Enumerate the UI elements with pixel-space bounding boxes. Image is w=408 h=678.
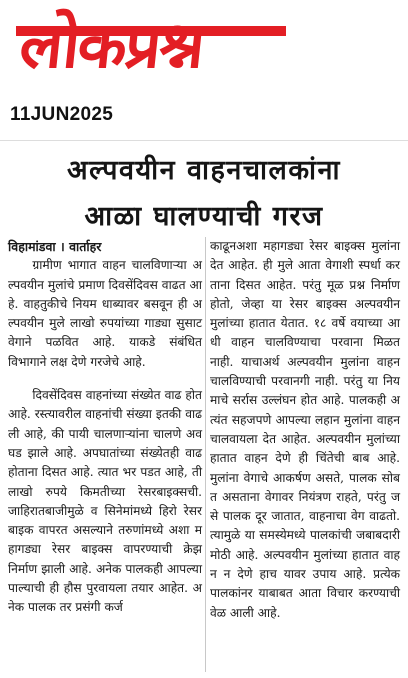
headline-line-1: अल्पवयीन वाहनचालकांना xyxy=(66,155,342,186)
newspaper-logo xyxy=(6,0,286,96)
column-divider xyxy=(205,237,206,672)
article-paragraph: दिवसेंदिवस वाहनांच्या संख्येत वाढ होत आहे. रस्त्यावरील वाहनांची संख्या इतकी वाढली आहे, की पायी चालणाऱ्यांना चालणे अवघड झाले आहे. अपघातांच्या संख्येतही वाढ होताना दिसत आहे. त्यात भर पडत आहे, ती लाखो रुपये किमतीच्या रेसरबाइक्सची. जाहिरातबाजीमुळे व सिनेमांमध्ये हिरो रेसर बाइक वापरत असल्याने तरुणांमध्ये अशा महागड्या रेसर बाइक्स वापरण्याची क्रेझ निर्माण झाली आहे. अनेक पालकही आपल्या पाल्याची ही हौस पुरवायला तयार आहेत. अनेक पालक तर प्रसंगी कर्ज xyxy=(8,388,202,615)
masthead-rule xyxy=(0,140,408,141)
article-column-right xyxy=(210,237,400,678)
logo-text: लोकप्रश्न xyxy=(16,9,207,83)
article-column-left xyxy=(8,237,202,678)
masthead xyxy=(0,0,408,140)
article-paragraph: काढूनअशा महागड्या रेसर बाइक्स मुलांना देत आहेत. ही मुले आता वेगाशी स्पर्धा करताना दिसत आहेत. परंतु मूळ प्रश्न निर्माण होतो, जेव्हा या रेसर बाइक्स अल्पवयीन मुलांच्या हातात येतात. १८ वर्षे वयाच्या आधी वाहन चालविण्याचा परवाना मिळत नाही. याचाअर्थ अल्पवयीन मुलांना वाहन चालविण्याची परवानगी नाही. परंतु या नियमाचे सर्रास उल्लंघन होत आहे. पालकही अत्यंत सहजपणे आपल्या लहान मुलांना वाहन चालवायला देत आहेत. अल्पवयीन मुलांच्या हातात वाहन देणे ही चिंतेची बाब आहे. मुलांना वेगाचे आकर्षण असते, पालक सोबत असताना वेगावर नियंत्रण राहते, परंतु जसे पालक दूर जातात, वाहनाचा वेग वाढतो. त्यामुळे या समस्येमध्ये पालकांची जबाबदारी मोठी आहे. अल्पवयीन मुलांच्या हातात वाहन न देणे हाच यावर उपाय आहे. प्रत्येक पालकांनर याबाबत आता विचार करण्याची वेळ आली आहे. xyxy=(210,239,400,620)
article-paragraph: ग्रामीण भागात वाहन चालविणाऱ्या अल्पवयीन मुलांचे प्रमाण दिवसेंदिवस वाढत आहे. वाहतुकीचे नियम धाब्यावर बसवून ही अल्पवयीन मुले लाखो रुपयांच्या गाड्या सुसाट वेगाने पळवित आहे. याकडे संबंधित विभागाने लक्ष देणे गरजेचे आहे. xyxy=(8,258,202,369)
article-headline xyxy=(0,148,408,240)
headline-line-2: आळा घालण्याची गरज xyxy=(84,201,324,232)
publication-date: 11JUN2025 xyxy=(10,104,114,125)
byline: विहामांडवा । वार्ताहर xyxy=(8,239,102,254)
